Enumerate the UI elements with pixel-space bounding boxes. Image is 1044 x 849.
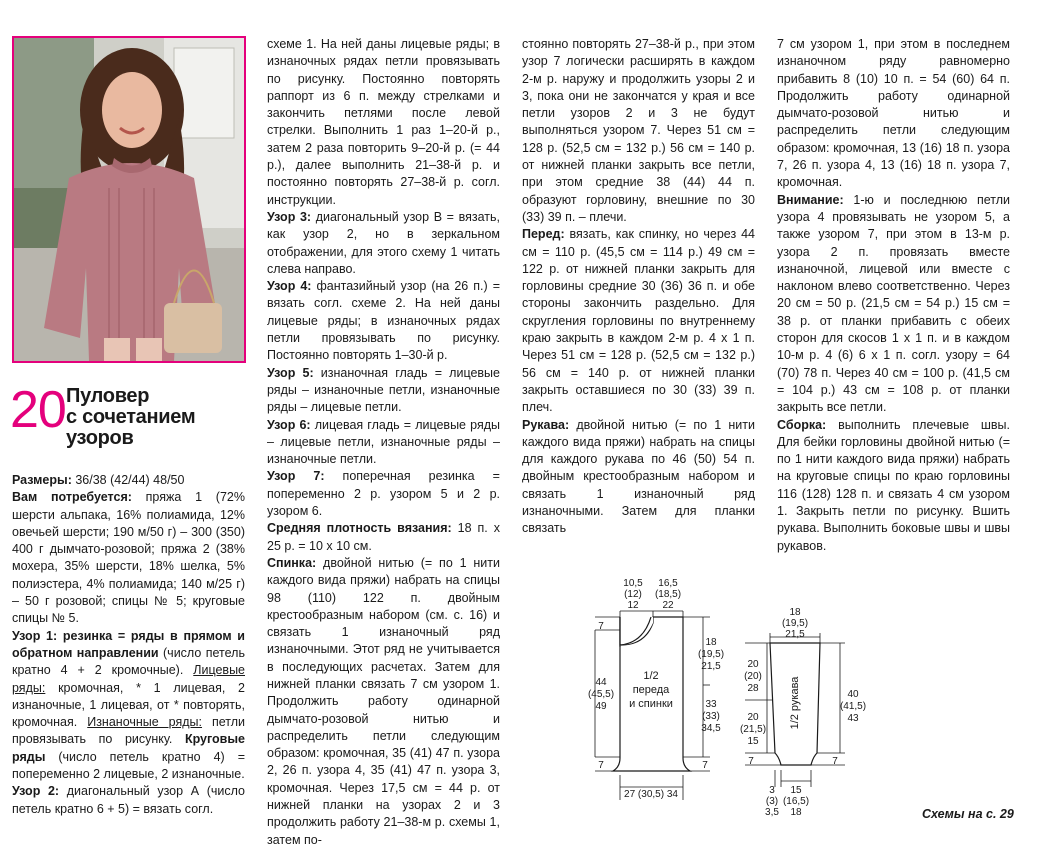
attention-paragraph	[777, 192, 1010, 417]
density-text: 18 п. x 25 р. = 10 x 10 см.	[267, 521, 500, 553]
body-width-label: 27 (30,5) 34	[624, 789, 678, 800]
sleeve-cuff-height-label: 7	[832, 756, 838, 767]
side-height-label: 34,5	[701, 723, 721, 734]
shoulder-width-label: 16,5	[658, 578, 678, 589]
sleeves-text: двойной нитью (= по 1 нити каждого вида пряжи) набрать на спицы для каждого рукава по 46 (50) 54 п. двойным крестообразным набором и связать 1 изнаночный ряд изнаночными. Затем для планки связать	[522, 417, 755, 536]
face-rows-label: Лицевые ряды:	[12, 663, 245, 695]
text-column-2	[267, 36, 500, 849]
sleeve-upper-label: 20	[747, 659, 759, 670]
assembly-text: выполнить плечевые швы. Для бейки горловины двойной нитью (= по 1 нити каждого вида пряжи) набрать на круговые спицы по краю горловины 116 (128) 128 п. и связать 4 см узором 1. Закрыть петли по рисунку. Вшить рукава. Выполнить боковые швы и швы рукавов.	[777, 417, 1010, 553]
sizes-label: Размеры:	[12, 473, 72, 487]
piece-label: переда	[632, 684, 670, 696]
hem-height-label: 7	[702, 760, 708, 771]
attention-text: 1-ю и последнюю петли узора 4 провязывать не узором 5, а также узором 7, при этом в 13-м р. узора 2 п. провязать вместе изнаночной, лицевой или вместе с наклоном влево соответственно. Через 20 см = 50 р. (21,5 см = 54 р.) 15 см = 38 р. от планки прибавить с обеих сторон для скосов 1 х 1 п. и в каждом 10-м р. 4 (6) 6 х 1 п. согл. узору = 64 (70) 78 п. Через 40 см = 100 р. (41,5 см = 104 р.) 43 см = 108 р. от планки закрыть все петли.	[777, 192, 1010, 415]
assembly-label: Сборка:	[777, 417, 827, 432]
materials-label: Вам потребуется:	[12, 490, 132, 505]
pattern-7-text: поперечная резинка = попеременно 2 р. узором 5 и 2 р. узором 6.	[267, 469, 500, 519]
armhole-height-label: 21,5	[701, 661, 721, 672]
schemes-page-note: Схемы на с. 29	[922, 807, 1014, 821]
sleeve-piece-label: 1/2 рукава	[789, 676, 801, 730]
text-column-4	[777, 36, 1010, 555]
sleeves-paragraph	[522, 417, 755, 538]
materials-text: пряжа 1 (72% шерсти альпака, 16% полиамида, 12% овечьей шерсти; 190 м/50 г) – 300 (350) 400 г дымчато-розовой; пряжа 2 (38% мохера, 35% шерсти, 18% шелка, 5% полиэстера, 4% полиамида; 140 м/25 г) – 50 г розовой; спицы № 5; круговые спицы № 5.	[12, 490, 245, 626]
title-line: узоров	[66, 427, 134, 449]
pattern-5-paragraph	[267, 365, 500, 417]
sleeve-top-label: 21,5	[785, 629, 805, 640]
pattern-4-label: Узор 4:	[267, 279, 312, 294]
back-paragraph	[267, 555, 500, 849]
neckline-depth-label: 7	[598, 621, 604, 632]
pattern-7-paragraph	[267, 468, 500, 520]
title-line: Пуловер	[66, 385, 150, 407]
sleeve-bottom-label: (16,5)	[782, 796, 810, 807]
neck-width-label: 12	[627, 600, 639, 611]
sleeve-bottom-label: 18	[790, 807, 802, 818]
pattern-2-continued: схеме 1. На ней даны лицевые ряды; в изнаночных рядах петли провязывать по рисунку. Постоянно повторять раппорт из 6 п. между стрелками и закончить петлями после левой стрелки. Выполнить 1 раз 1–20-й р., затем 2 раза повторить 9–20-й р. (= 44 р.), далее выполнить 21–38-й р. и постоянно повторять 27–38-й р. согл. инструкции.	[267, 37, 500, 207]
sleeves-continued: 7 см узором 1, при этом в последнем изнаночном ряду равномерно прибавить 8 (10) 10 п. = 54 (60) 64 п. Продолжить работу одинарной дымчато-розовой нитью и распределить петли следующим образом: кромочная, 13 (16) 18 п. узора 7, 26 п. узора 4, 13 (16) 18 п. узора 7, кромочная.	[777, 37, 1010, 190]
shoulder-width-label: (18,5)	[654, 589, 682, 600]
pattern-3-text: диагональный узор В = вязать, как узор 2, но в зеркальном отображении, для этого схему 1 читать слева направо.	[267, 209, 500, 276]
back-text: двойной нитью (= по 1 нити каждого вида пряжи) набрать на спицы 98 (110) 122 п. двойным крестообразным набором (см. с. 16) и связать 1 изнаночный ряд изнаночными. Этот ряд не учитывается в последующих расчетах. Затем для нижней планки связать 7 см узором 1. Продолжить работу одинарной дымчато-розовой нитью и распределить петли следующим образом: кромочная, 35 (41) 47 п. узора 2, 26 п. узора 4, 35 (41) 47 п. узора 3, кромочная. Через 17,5 см = 44 р. от нижней планки на узорах 2 и 3 продолжить работу 21–38-м р. схемы 1, затем по-	[267, 555, 500, 847]
sleeve-increase-label: 3	[769, 785, 775, 796]
pattern-5-text: изнаночная гладь = лицевые ряды – изнаночные петли, изнаночные ряды – лицевые петли.	[267, 365, 500, 415]
sleeve-bottom-label: 15	[790, 785, 802, 796]
sleeve-upper-label: (20)	[744, 671, 762, 682]
pattern-3-label: Узор 3:	[267, 209, 312, 224]
front-paragraph	[522, 226, 755, 416]
article-number: 20	[10, 381, 66, 439]
pattern-2-paragraph	[12, 783, 245, 818]
pattern-6-label: Узор 6:	[267, 417, 311, 432]
back-label: Спинка:	[267, 555, 317, 570]
armhole-height-label: 18	[705, 637, 717, 648]
sleeves-label: Рукава:	[522, 417, 570, 432]
sleeve-top-label: (19,5)	[781, 618, 809, 629]
model-photo	[12, 36, 246, 363]
body-schematic	[585, 575, 725, 805]
article-title	[66, 386, 195, 449]
pattern-2-text: диагональный узор А (число петель кратно 6 + 5) = вязать согл.	[12, 784, 245, 816]
text-column-1	[12, 472, 245, 818]
sizes-value: 36/38 (42/44) 48/50	[71, 473, 185, 487]
purl-rows-text: петли провязывать по рисунку.	[12, 715, 245, 747]
pattern-7-label: Узор 7:	[267, 469, 325, 484]
front-text: вязать, как спинку, но через 44 см = 110 р. (45,5 см = 114 р.) 49 см = 122 р. от нижней планки закрыть для горловины средние 30 (36) 36 п. и обе стороны закончить раздельно. Для скругления горловины по внутреннему краю закрыть в каждом 2-м р. 4 х 1 п. Через 51 см = 128 р. (52,5 см = 132 р.) 56 см = 140 р. от нижней планки закрыть оставшиеся по 30 (33) 39 п. плеч.	[522, 227, 755, 415]
neck-width-label: 10,5	[623, 578, 643, 589]
density-paragraph	[267, 520, 500, 555]
text-column-3	[522, 36, 755, 538]
assembly-paragraph	[777, 417, 1010, 555]
sleeve-lower-label: 20	[747, 712, 759, 723]
armhole-height-label: (19,5)	[697, 649, 725, 660]
sleeve-increase-label: (3)	[765, 796, 779, 807]
round-rows-text: (число петель кратно 4) = попеременно 2 лицевые, 2 изнаночные.	[12, 749, 245, 782]
title-line: с сочетанием	[66, 406, 196, 428]
sleeve-upper-label: 28	[747, 683, 759, 694]
pattern-5-label: Узор 5:	[267, 365, 314, 380]
pattern-3-paragraph	[267, 209, 500, 278]
pattern-6-text: лицевая гладь = лицевые ряды – лицевые петли, изнаночные ряды – изнаночные петли.	[267, 417, 500, 467]
piece-label: и спинки	[629, 698, 673, 710]
sleeve-lower-label: (21,5)	[739, 724, 767, 735]
pattern-1-paragraph	[12, 628, 245, 784]
sleeve-length-label: (41,5)	[839, 701, 867, 712]
pattern-2-label: Узор 2:	[12, 784, 60, 799]
body-height-label: (45,5)	[587, 689, 615, 700]
pattern-1-label: Узор 1:	[12, 628, 58, 643]
pattern-4-paragraph	[267, 278, 500, 364]
neck-width-label: (12)	[624, 589, 642, 600]
pattern-4-text: фантазийный узор (на 26 п.) = вязать согл. схеме 2. На ней даны лицевые ряды; в изнаночных рядах петли провязывать по рисунку. Постоянно повторять 1–30-й р.	[267, 279, 500, 363]
face-rows-text: кромочная, * 1 лицевая, 2 изнаночные, 1 лицевая, от * повторять, кромочная.	[12, 680, 245, 730]
pattern-1-bold: резинка = ряды в прямом и обратном направлении	[12, 628, 245, 660]
hem-height-label: 7	[598, 760, 604, 771]
sleeve-length-label: 43	[847, 713, 859, 724]
front-label: Перед:	[522, 227, 565, 242]
shoulder-width-label: 22	[662, 600, 674, 611]
side-height-label: (33)	[702, 711, 720, 722]
sleeve-lower-label: 15	[747, 736, 759, 747]
pattern-6-paragraph	[267, 417, 500, 469]
purl-rows-label: Изнаночные ряды:	[87, 715, 203, 730]
materials-paragraph	[12, 489, 245, 627]
sleeve-length-label: 40	[847, 689, 859, 700]
sleeve-top-label: 18	[789, 607, 801, 618]
sleeve-schematic	[735, 605, 865, 823]
pattern-1-text: (число петель кратно 4 + 2 кромочные).	[12, 645, 245, 678]
body-height-label: 49	[595, 701, 607, 712]
back-continued: стоянно повторять 27–38-й р., при этом узор 7 логически расширять в каждом 2-м р. наружу и продолжить узоры 2 и 3, пока они не закончатся у края и все петли узоров 2 и 3 не будут выполняться узором 7. Через 51 см = 128 р. (52,5 см = 132 р.) 56 см = 140 р. от нижней планки закрыть все петли, при этом средние 38 (44) 44 п. образуют горловину, внешние по 30 (33) 39 п. – плечи.	[522, 37, 755, 224]
attention-label: Внимание:	[777, 192, 844, 207]
density-label: Средняя плотность вязания:	[267, 521, 452, 536]
round-rows-label: Круговые ряды	[12, 732, 245, 764]
body-height-label: 44	[595, 677, 607, 688]
sizes-paragraph	[12, 472, 245, 489]
piece-label: 1/2	[643, 670, 659, 682]
side-height-label: 33	[705, 699, 717, 710]
sleeve-cuff-height-label: 7	[748, 756, 754, 767]
sleeve-increase-label: 3,5	[765, 807, 779, 818]
